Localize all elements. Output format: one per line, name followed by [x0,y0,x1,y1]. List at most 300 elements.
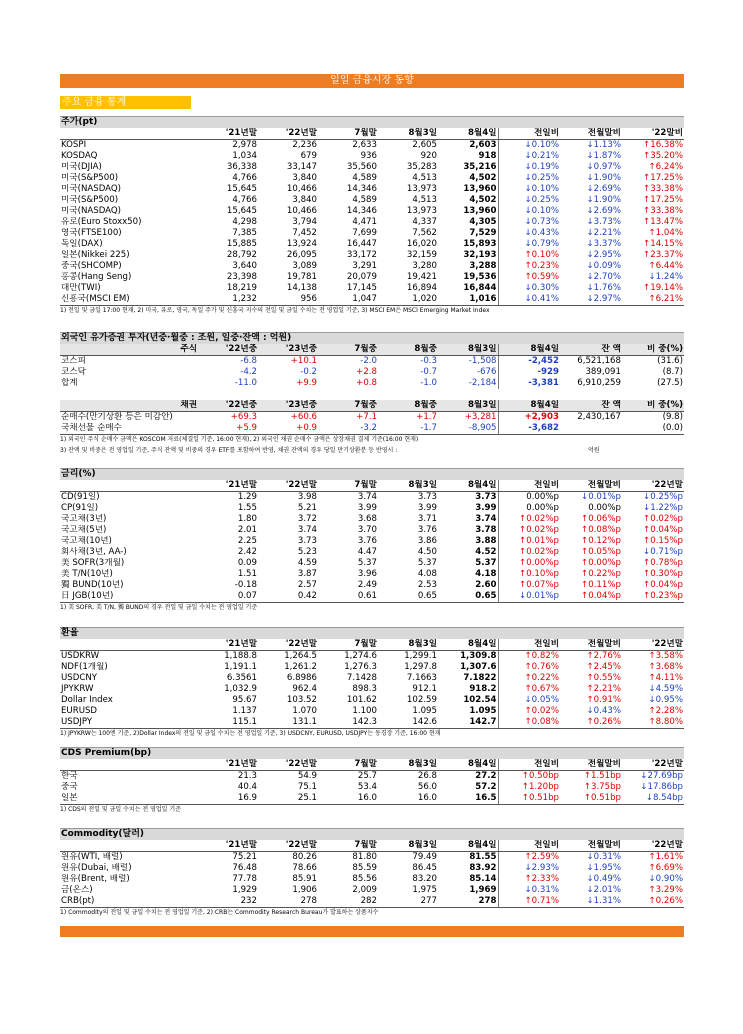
column-header: 8월4일 [438,759,498,771]
table-row [60,514,684,525]
table-cell: ↑0.02%p [498,547,560,558]
table-cell: -3,381 [498,378,560,389]
section-title: 외국인 유가증권 투자(년중·월중 : 조원, 일중·잔액 : 억원) [60,332,684,344]
table-row [60,283,684,294]
table-cell: 19,421 [406,272,437,282]
table-cell: ↓2.95% [586,250,621,260]
table-row [60,217,684,228]
column-header [60,128,198,140]
table-cell: ↑16.38% [643,140,683,150]
row-label: 합계 [61,378,78,388]
table-cell: 4,502 [469,173,497,183]
table-cell: 3.73 [297,536,317,546]
table-cell: 142.7 [469,717,497,727]
table-cell: ↑1.51bp [583,771,621,781]
table-cell: 3.74 [297,525,317,535]
table-cell: 86.45 [412,863,437,873]
column-header: '22년말 [622,759,684,771]
row-label: 중국(SHCOMP) [61,261,122,271]
table-cell: 4,589 [352,173,377,183]
table-cell: ↓1.90% [586,173,621,183]
data-table [60,759,684,804]
table-cell: 920 [420,151,437,161]
table-cell: ↓2.93% [498,863,560,874]
table-cell: ↑0.04%p [643,580,683,590]
table-cell [560,423,622,434]
table-cell: 679 [300,151,317,161]
row-label: 日 JGB(10년) [61,591,114,601]
row-label: USDCNY [61,673,98,683]
table-cell: 56.0 [417,782,437,792]
column-header: 전월말비 [560,480,622,492]
column-header: '21년말 [198,759,258,771]
data-table [60,128,684,305]
row-label: NDF(1개월) [61,662,108,672]
table-cell: 3.98 [297,492,317,502]
table-cell: ↑0.22% [498,673,560,684]
table-cell: 6,521,168 [577,356,621,366]
table-cell: 4,305 [469,217,497,227]
table-cell: 85.59 [352,863,377,873]
table-cell: 7.1663 [406,673,437,683]
table-cell: +7.1 [356,412,377,422]
table-cell: 1,261.2 [284,662,317,672]
report-title: 일일 금융시장 동향 [60,74,684,88]
column-header: 주식 [60,344,198,356]
table-cell: 7,385 [232,228,257,238]
table-cell: ↓1.90% [586,195,621,205]
table-cell: 1,307.6 [460,662,497,672]
table-cell: 4.08 [417,569,437,579]
table-cell: 15,645 [226,206,257,216]
table-cell: ↑0.51bp [583,793,621,803]
table-cell: -0.2 [300,367,317,377]
table-row [60,162,684,173]
table-cell: 1.29 [237,492,257,502]
table-row [60,367,684,378]
column-header: 8월4일 [498,344,560,356]
column-header: '23년중 [258,344,318,356]
table-cell: 0.61 [357,591,377,601]
table-cell: 2.57 [297,580,317,590]
table-cell: 4.47 [357,547,377,557]
table-header-row [60,840,684,852]
table-cell: -0.3 [420,356,437,366]
table-cell: 79.49 [412,852,437,862]
column-header: 7월중 [318,400,378,412]
table-cell: +2.8 [356,367,377,377]
column-header: 전일비 [498,840,560,852]
table-cell: 15,885 [226,239,257,249]
table-cell: ↑0.59% [498,272,560,283]
table-cell: ↑0.12%p [581,536,621,546]
table-cell: ↑0.76% [498,662,560,673]
table-cell: 14,346 [346,184,377,194]
table-row [60,423,684,434]
table-cell: +3,281 [464,412,497,422]
table-cell: 2,603 [469,140,497,150]
table-cell: -2,452 [498,356,560,368]
section-title: Commodity(달러) [60,828,684,840]
table-cell: ↑0.91% [586,695,621,705]
table-cell: 2.49 [357,580,377,590]
table-cell: ↓0.10% [498,140,560,152]
table-cell: ↓0.25% [498,195,560,206]
table-cell: 898.3 [352,684,377,694]
table-cell: ↑0.02%p [643,514,683,524]
table-cell: 16,894 [406,283,437,293]
table-cell: ↑0.55% [586,673,621,683]
section-title: 환율 [60,627,684,639]
table-cell: ↑0.15%p [643,536,683,546]
table-cell: 27.2 [475,771,497,781]
table-cell: 3.96 [357,569,377,579]
table-cell: 3.86 [417,536,437,546]
table-row [60,896,684,907]
table-cell: 0.00%p [588,503,621,513]
row-label: 원유(Dubai, 배럴) [61,863,132,873]
table-cell: 0.00%p [498,503,560,514]
table-row [60,525,684,536]
table-cell: 81.80 [352,852,377,862]
table-cell: 1,975 [412,885,437,895]
table-cell: 35,560 [346,162,377,172]
table-cell: 2,605 [412,140,437,150]
table-cell: ↓0.30% [498,283,560,294]
table-cell: 3.78 [475,525,497,535]
table-row [60,503,684,514]
table-cell: ↑0.07%p [498,580,560,591]
column-header: '22년말 [258,128,318,140]
table-cell: ↓0.95% [648,695,683,705]
table-cell: 3,280 [412,261,437,271]
table-cell: ↓2.97% [586,294,621,304]
table-cell: ↑17.25% [643,173,683,183]
table-cell: ↑0.01%p [498,536,560,547]
column-header: 7월말 [318,759,378,771]
table-cell: ↑35.20% [643,151,683,161]
commodity-section [60,828,684,917]
table-cell: ↑0.22%p [581,569,621,579]
row-label: 한국 [61,771,78,781]
table-cell: ↑6.21% [648,294,683,304]
table-cell: ↓0.97% [586,162,621,172]
table-cell: -929 [498,367,560,378]
table-cell: +9.9 [296,378,317,388]
table-cell: +1.7 [416,412,437,422]
table-cell: 81.55 [469,852,497,862]
table-row [60,250,684,261]
table-cell: 78.66 [292,863,317,873]
table-row [60,206,684,217]
column-header: 전일비 [498,759,560,771]
table-cell: 16,844 [463,283,497,293]
row-label: 신흥국(MSCI EM) [61,294,130,304]
table-cell: ↑0.23% [498,261,560,272]
table-cell: 21.3 [237,771,257,781]
row-label: 미국(NASDAQ) [61,206,122,216]
table-cell: -6.8 [240,356,257,366]
table-cell: 101.62 [346,695,377,705]
table-cell: 4,502 [469,195,497,205]
table-cell: (8.7) [662,367,683,377]
table-cell: ↓0.25% [498,173,560,184]
table-cell: 83.20 [412,874,437,884]
column-header: '21년말 [198,128,258,140]
table-cell: 14,138 [286,283,317,293]
table-cell: ↑0.50bp [498,771,560,783]
table-cell: ↑33.38% [643,184,683,194]
table-cell: 103.52 [286,695,317,705]
table-cell: 10,466 [286,206,317,216]
table-cell: 33,172 [346,250,377,260]
table-cell: ↓2.69% [586,184,621,194]
table-cell: 3.99 [417,503,437,513]
table-cell: 912.1 [412,684,437,694]
table-cell: ↑0.78%p [643,558,683,568]
table-cell: -4.2 [240,367,257,377]
table-cell: 15,645 [226,184,257,194]
column-header: '22년말 [258,840,318,852]
table-cell: ↑2.33% [498,874,560,885]
column-header: 7월말 [318,639,378,651]
table-cell: 13,924 [286,239,317,249]
table-row [60,261,684,272]
row-label: 미국(S&P500) [61,195,119,205]
row-label: 회사채(3년, AA-) [61,547,127,557]
table-cell: 1.137 [232,706,257,716]
table-cell: 956 [300,294,317,304]
section-title: 금리(%) [60,468,684,480]
column-header: 전월말비 [560,840,622,852]
table-row [60,184,684,195]
table-cell: 19,536 [463,272,497,282]
table-cell: ↑0.10%p [498,569,560,580]
table-cell: 16.0 [417,793,437,803]
table-cell: 26,095 [286,250,317,260]
table-cell: ↑0.11%p [581,580,621,590]
table-cell: ↑0.00%p [498,558,560,569]
table-cell: 0.65 [475,591,497,601]
table-cell: 5.37 [357,558,377,568]
table-cell: 962.4 [292,684,317,694]
table-cell: ↓2.70% [586,272,621,282]
table-cell: ↑17.25% [643,195,683,205]
table-cell: 3,840 [292,173,317,183]
table-row [60,272,684,283]
table-cell: 5.37 [417,558,437,568]
table-cell: ↓1.76% [586,283,621,293]
table-cell: 4,513 [412,195,437,205]
table-row [60,852,684,864]
table-cell: ↓0.25%p [643,492,683,502]
table-cell: 1,297.8 [404,662,437,672]
table-cell: ↓3.73% [586,217,621,227]
table-header-row [60,128,684,140]
table-cell: 4,766 [232,195,257,205]
table-cell: ↓0.21% [498,151,560,162]
column-header: 전일비 [498,639,560,651]
table-cell: 3.73 [417,492,437,502]
table-cell: 1,309.8 [460,651,497,661]
table-cell: 1,034 [232,151,257,161]
table-cell: 1,906 [292,885,317,895]
table-cell: 16.0 [357,793,377,803]
column-header [60,759,198,771]
table-cell: ↓0.09% [586,261,621,271]
table-cell: ↓1.87% [586,151,621,161]
table-cell: ↑0.08% [498,717,560,728]
row-label: 국고채(5년) [61,525,107,535]
column-header: 채권 [60,400,198,412]
table-cell: 35,216 [463,162,497,172]
row-label: 미국(DJIA) [61,162,102,172]
table-cell: 35,283 [406,162,437,172]
table-cell: 4,298 [232,217,257,227]
table-row [60,151,684,162]
table-cell: 1,020 [412,294,437,304]
table-row [60,863,684,874]
table-cell: ↓1.31% [586,896,621,906]
table-cell: 4.52 [475,547,497,557]
row-label: 원유(Brent, 배럴) [61,874,130,884]
table-cell: ↑2.76% [586,651,621,661]
table-cell: 5.23 [297,547,317,557]
table-cell: ↑0.04%p [643,525,683,535]
row-label: 중국 [61,782,78,792]
cds-section [60,747,684,814]
table-cell: 918 [478,151,497,161]
footnote: 1) CDS의 전일 및 금일 수치는 전 영업일 기준 [60,804,684,814]
row-label: JPYKRW [61,684,94,694]
table-cell: 1,016 [469,294,497,304]
column-header: 전일비 [498,128,560,140]
table-cell: ↑2.45% [586,662,621,672]
column-header: '22년말 [622,639,684,651]
row-label: 국고채(3년) [61,514,107,524]
table-row [60,874,684,885]
table-cell: 4,471 [352,217,377,227]
row-label: 미국(S&P500) [61,173,119,183]
table-cell: 389,091 [585,367,621,377]
table-cell: ↑2.59% [498,852,560,864]
table-cell: 2.01 [237,525,257,535]
table-cell: ↓1.95% [586,863,621,873]
table-row [60,580,684,591]
table-cell: ↑0.02% [498,706,560,717]
table-cell: 3.76 [417,525,437,535]
table-cell: 1.55 [237,503,257,513]
table-row [60,569,684,580]
row-label: 원유(WTI, 배럴) [61,852,123,862]
table-cell: 7.1822 [463,673,497,683]
foreign-investment-section [60,332,684,455]
column-header: 8월3일 [378,840,438,852]
table-cell: 1,969 [469,885,497,895]
table-row [60,195,684,206]
column-header: 비 중(%) [622,400,684,412]
table-row [60,378,684,389]
table-cell: 278 [478,896,497,906]
table-cell: 54.9 [297,771,317,781]
stock-section [60,116,684,315]
table-cell: 77.78 [232,874,257,884]
table-cell: 25.1 [297,793,317,803]
table-cell: 5.21 [297,503,317,513]
column-header [60,840,198,852]
table-cell: 0.65 [417,591,437,601]
table-cell: ↑1.61% [648,852,683,862]
table-cell: ↑0.04%p [581,591,621,601]
table-cell: 83.92 [469,863,497,873]
table-cell: -0.18 [234,580,257,590]
table-cell: 4,766 [232,173,257,183]
row-label: KOSPI [61,140,87,150]
table-row [60,591,684,602]
column-header [60,480,198,492]
table-cell: 7,699 [352,228,377,238]
row-label: KOSDAQ [61,151,98,161]
row-label: 일본(Nikkei 225) [61,250,130,260]
table-cell: ↓0.01%p [581,492,621,502]
table-cell: 102.59 [406,695,437,705]
table-cell: 1.095 [412,706,437,716]
table-cell: 32,193 [463,250,497,260]
table-cell: 3,288 [469,261,497,271]
footnote: 1) Commodity의 전일 및 금일 수치는 전 영업일 기준, 2) CRB는 Commodity Research Bureau가 발표하는 상품지수 [60,907,684,917]
table-cell: 2,236 [292,140,317,150]
column-header: '22년말 [258,639,318,651]
table-cell: ↓1.24% [648,272,683,282]
table-cell: -1.7 [420,423,437,433]
row-label: 순매수(만기상환 등은 미감안) [61,412,173,422]
data-table [60,400,684,434]
table-cell: ↑19.14% [643,283,683,293]
table-cell: 115.1 [232,717,257,727]
table-cell: ↑3.29% [648,885,683,895]
table-cell: 16,447 [346,239,377,249]
table-cell: 13,973 [406,206,437,216]
row-label: CD(91일) [61,492,100,502]
table-cell: ↓0.31% [586,852,621,862]
table-cell: (0.0) [662,423,683,433]
row-label: 코스닥 [61,367,86,377]
row-label: 일본 [61,793,78,803]
table-cell: 4.50 [417,547,437,557]
row-label: 독일(DAX) [61,239,103,249]
table-cell: 1,274.6 [344,651,377,661]
table-cell: 36,338 [226,162,257,172]
table-cell: 3.74 [357,492,377,502]
table-cell: +69.3 [230,412,257,422]
column-header: 8월4일 [438,639,498,651]
table-cell: ↓0.41% [498,294,560,305]
table-cell: 1,188.8 [224,651,257,661]
column-header: 8월4일 [498,400,560,412]
table-cell: ↑0.30%p [643,569,683,579]
table-cell: 16.9 [237,793,257,803]
table-cell: 102.54 [463,695,497,705]
table-cell: ↑2.28% [648,706,683,716]
table-cell: ↑0.02%p [498,514,560,525]
table-cell: 32,159 [406,250,437,260]
table-row [60,412,684,424]
table-row [60,695,684,706]
table-cell: +5.9 [236,423,257,433]
table-cell: 85.56 [352,874,377,884]
footnote: 1) 美 SOFR, 美 T/N, 獨 BUND의 경우 전일 및 금일 수치는 전 영업일 기준 [60,602,684,612]
table-row [60,706,684,717]
